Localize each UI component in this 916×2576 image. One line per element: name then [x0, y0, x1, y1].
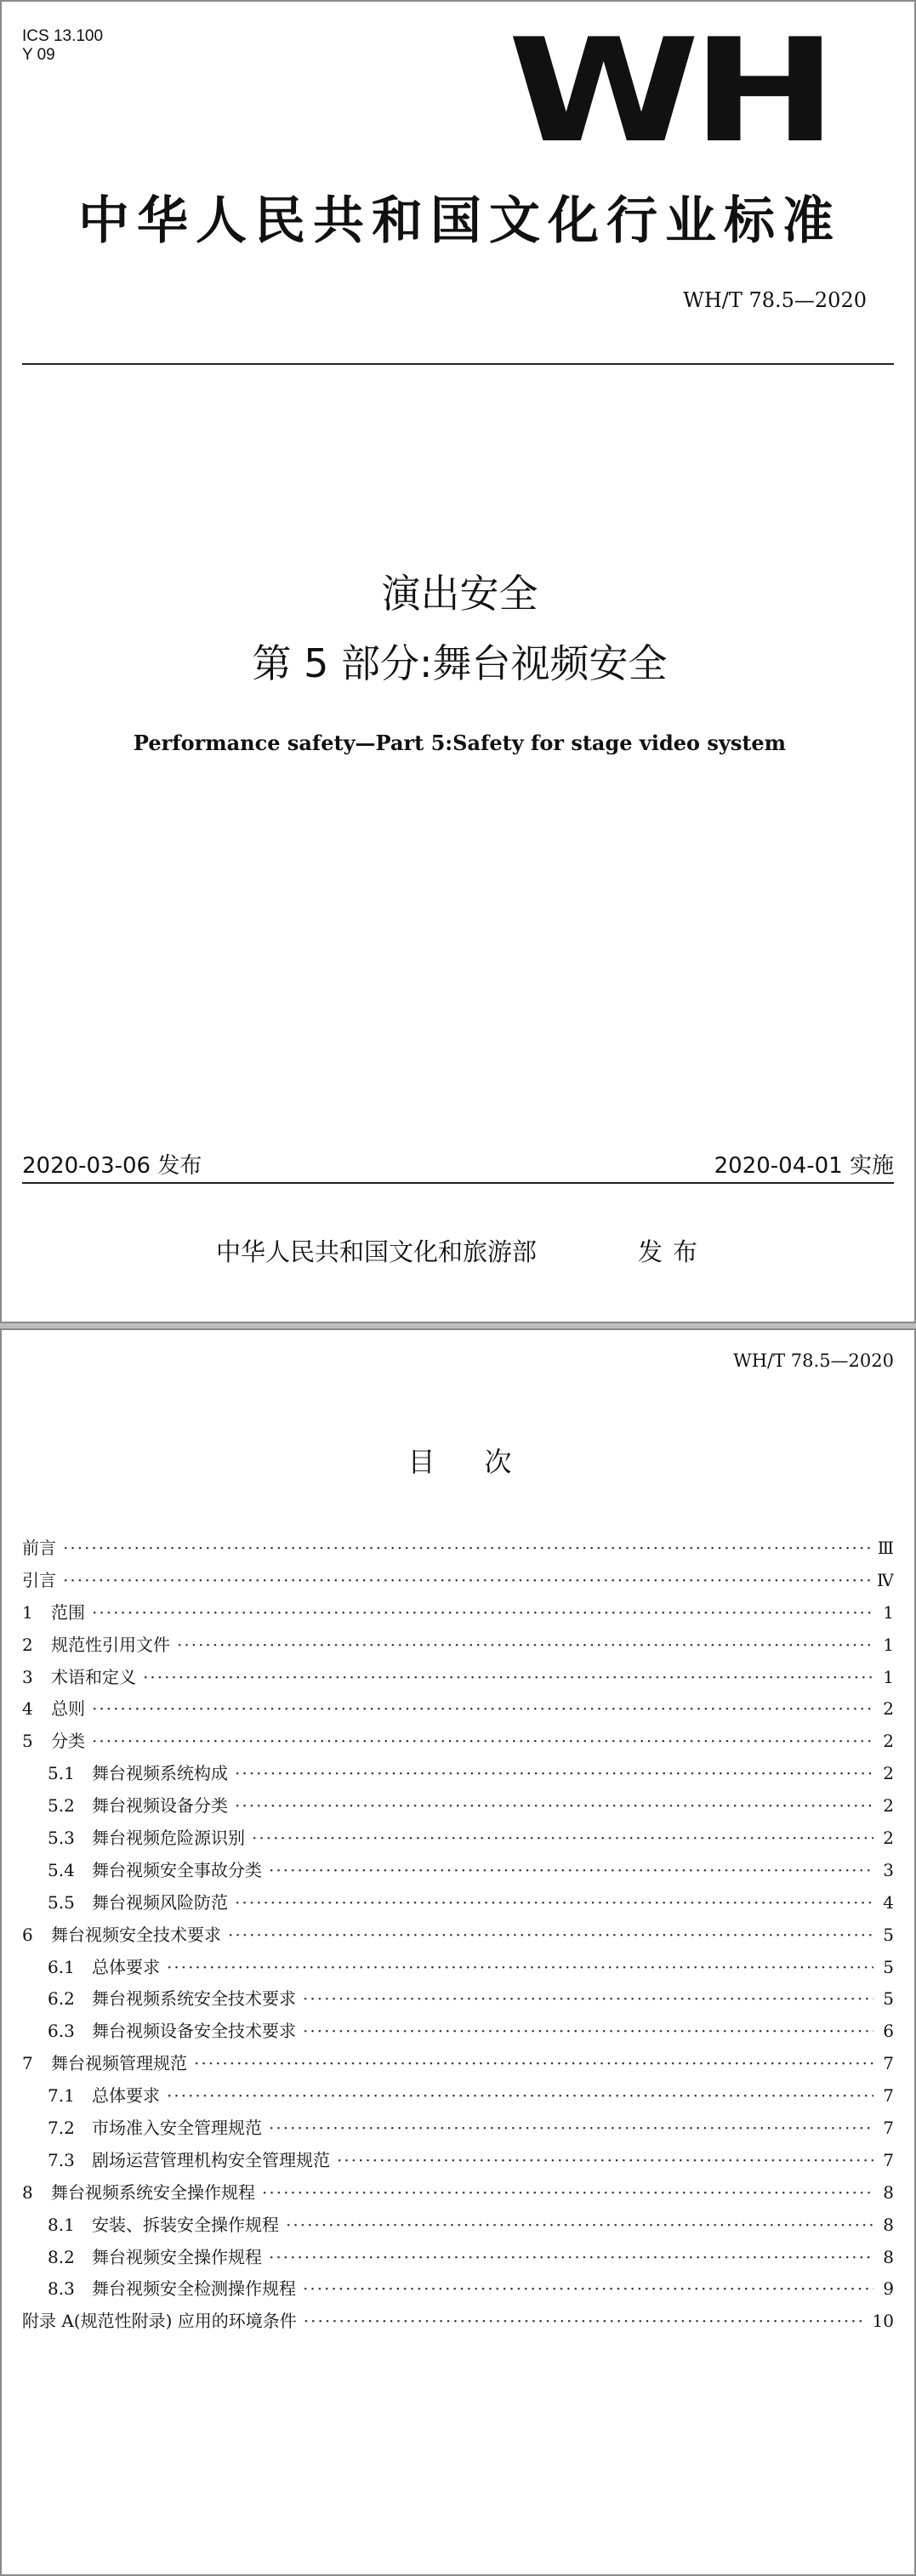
toc-entry[interactable] [22, 1792, 894, 1824]
toc-heading: 目次 [407, 1446, 561, 1478]
toc-entry-number: 7 [22, 2053, 33, 2074]
toc-entry-number: 4 [22, 1698, 33, 1720]
toc-dot-leader [228, 1925, 873, 1945]
toc-entry-page: 7 [883, 2149, 894, 2170]
toc-entry[interactable] [22, 2275, 894, 2307]
toc-entry-page: 5 [883, 1956, 894, 1977]
toc-entry-page: 2 [883, 1731, 894, 1752]
toc-entry-number: 2 [22, 1634, 33, 1655]
toc-dot-leader [63, 1538, 871, 1558]
toc-entry-page: 8 [883, 2181, 894, 2203]
toc-entry-title: 舞台视频设备分类 [92, 1795, 228, 1817]
toc-entry[interactable] [22, 1953, 894, 1986]
toc-entry-title: 剧场运营管理机构安全管理规范 [92, 2149, 330, 2170]
toc-entry-title: 舞台视频管理规范 [51, 2053, 187, 2074]
toc-entry[interactable] [22, 1534, 894, 1567]
toc-dot-leader [167, 1957, 873, 1977]
toc-entry[interactable] [22, 1857, 894, 1889]
standard-number: WH/T 78.5—2020 [683, 288, 867, 312]
toc-entry-title: 舞台视频系统安全技术要求 [92, 1988, 296, 2010]
toc-entry-number: 6 [22, 1924, 33, 1945]
toc-dot-leader [235, 1795, 873, 1816]
toc-entry[interactable] [22, 1889, 894, 1921]
toc-entry-number: 8.2 [48, 2246, 75, 2267]
implementation-date: 2020-04-01 实施 [714, 1153, 894, 1179]
toc-dot-leader [269, 2247, 873, 2267]
publisher-name: 中华人民共和国文化和旅游部 [216, 1237, 538, 1266]
toc-dot-leader [167, 2085, 873, 2106]
toc-entry-number: 7.2 [48, 2118, 75, 2139]
document-title-english: Performance safety—Part 5:Safety for stage video system [133, 731, 787, 755]
toc-entry-number: 5 [22, 1731, 33, 1752]
publisher-verb: 发布 [638, 1237, 708, 1266]
toc-entry-number: 5.3 [48, 1828, 75, 1849]
toc-entry-number: 6.2 [48, 1988, 75, 2010]
industry-standard-title: 中华人民共和国文化行业标准 [78, 191, 841, 251]
toc-entry-page: 2 [883, 1795, 894, 1817]
toc-entry-title: 舞台视频系统安全操作规程 [51, 2181, 255, 2203]
toc-entry-title: 市场准入安全管理规范 [92, 2118, 262, 2139]
toc-dot-leader [303, 1988, 873, 2009]
toc-entry-number: 5.2 [48, 1795, 75, 1817]
toc-entry-page: Ⅳ [877, 1569, 894, 1590]
toc-dot-leader [252, 1828, 873, 1848]
toc-entry-page: 5 [883, 1988, 894, 2010]
toc-entry[interactable] [22, 1727, 894, 1760]
toc-entry-page: 7 [883, 2053, 894, 2074]
toc-dot-leader [63, 1570, 870, 1590]
toc-entry[interactable] [22, 2211, 894, 2243]
toc-entry-title: 术语和定义 [51, 1666, 136, 1687]
wh-logo: WH [507, 8, 829, 174]
top-divider [22, 363, 894, 365]
toc-entry-title: 总体要求 [92, 2085, 160, 2107]
toc-dot-leader [177, 1635, 873, 1655]
toc-dot-leader [235, 1892, 873, 1913]
toc-entry[interactable] [22, 2017, 894, 2050]
toc-entry[interactable] [22, 1567, 894, 1599]
toc-dot-leader [194, 2053, 873, 2073]
toc-entry-page: 5 [883, 1924, 894, 1945]
toc-entry[interactable] [22, 2243, 894, 2276]
toc-entry-page: 8 [883, 2214, 894, 2235]
toc-entry[interactable] [22, 1599, 894, 1631]
toc-entry-page: 2 [883, 1763, 894, 1784]
toc-dot-leader [92, 1731, 873, 1751]
toc-entry[interactable] [22, 1921, 894, 1953]
issue-date: 2020-03-06 发布 [22, 1153, 202, 1179]
toc-entry-title: 舞台视频安全技术要求 [51, 1924, 221, 1945]
toc-entry-number: 6.1 [48, 1956, 75, 1977]
toc-entry[interactable] [22, 1663, 894, 1696]
toc-entry-number: 3 [22, 1666, 33, 1687]
toc-entry-title: 规范性引用文件 [51, 1634, 170, 1655]
toc-dot-leader [286, 2215, 873, 2235]
toc-dot-leader [303, 2021, 873, 2041]
toc-entry-title: 舞台视频安全操作规程 [92, 2246, 262, 2267]
toc-entry-page: 2 [883, 1828, 894, 1849]
toc-entry-title: 舞台视频安全事故分类 [92, 1859, 262, 1880]
toc-entry-number: 6.3 [48, 2021, 75, 2042]
toc-entry[interactable] [22, 2050, 894, 2082]
toc-entry-title: 舞台视频安全检测操作规程 [92, 2278, 296, 2300]
toc-dot-leader [269, 2118, 873, 2138]
toc-entry-number: 7.1 [48, 2085, 75, 2107]
ics-code: ICS 13.100 [22, 27, 104, 45]
toc-entry-page: 2 [883, 1698, 894, 1720]
toc-entry-page: Ⅲ [877, 1538, 894, 1558]
toc-entry-title: 范围 [51, 1601, 85, 1623]
toc-dot-leader [92, 1602, 873, 1623]
toc-entry-title: 引言 [22, 1569, 56, 1590]
toc-entry-number: 8.1 [48, 2214, 75, 2235]
document-title-part: 第 5 部分:舞台视频安全 [252, 640, 668, 686]
toc-entry-number: 8 [22, 2181, 33, 2203]
toc-entry[interactable] [22, 2179, 894, 2211]
toc-entry-page: 7 [883, 2085, 894, 2107]
toc-entry[interactable] [22, 1695, 894, 1727]
toc-entry-title: 附录 A(规范性附录) 应用的环境条件 [22, 2311, 297, 2332]
toc-dot-leader [262, 2182, 873, 2203]
toc-dot-leader [92, 1698, 873, 1719]
toc-entry-number: 5.1 [48, 1763, 75, 1784]
toc-entry[interactable] [22, 2114, 894, 2147]
toc-entry-title: 总则 [51, 1698, 85, 1720]
toc-entry-title: 舞台视频危险源识别 [92, 1828, 245, 1849]
toc-dot-leader [337, 2150, 873, 2170]
toc-entry-page: 9 [883, 2278, 894, 2300]
toc-entry-title: 舞台视频风险防范 [92, 1891, 228, 1913]
toc-entry[interactable] [22, 2082, 894, 2114]
toc-standard-number: WH/T 78.5—2020 [733, 1351, 894, 1371]
toc-entry-page: 4 [883, 1891, 894, 1913]
toc-entry-title: 分类 [51, 1731, 85, 1752]
toc-dot-leader [235, 1763, 873, 1783]
toc-list [22, 1534, 894, 2340]
toc-entry-page: 1 [883, 1634, 894, 1655]
toc-page [0, 1328, 916, 2576]
ccs-code: Y 09 [22, 46, 55, 64]
toc-entry-number: 5.4 [48, 1859, 75, 1880]
document-title-main: 演出安全 [381, 571, 538, 617]
toc-entry-number: 1 [22, 1601, 33, 1623]
toc-entry-page: 8 [883, 2246, 894, 2267]
toc-entry-number: 7.3 [48, 2149, 75, 2170]
toc-entry[interactable] [22, 2307, 894, 2340]
toc-entry[interactable] [22, 1824, 894, 1857]
toc-entry-page: 3 [883, 1859, 894, 1880]
toc-entry-page: 1 [883, 1666, 894, 1687]
toc-entry-number: 8.3 [48, 2278, 75, 2300]
toc-entry[interactable] [22, 2147, 894, 2179]
toc-entry-page: 7 [883, 2118, 894, 2139]
toc-dot-leader [143, 1667, 873, 1687]
toc-entry-page: 1 [883, 1601, 894, 1623]
toc-entry-page: 6 [883, 2021, 894, 2042]
toc-entry[interactable] [22, 1760, 894, 1792]
toc-entry-title: 总体要求 [92, 1956, 160, 1977]
classification-codes [22, 27, 103, 65]
toc-entry-number: 5.5 [48, 1891, 75, 1913]
toc-dot-leader [269, 1860, 873, 1880]
bottom-divider [22, 1182, 894, 1184]
toc-entry-title: 舞台视频系统构成 [92, 1763, 228, 1784]
toc-entry-title: 安装、拆装安全操作规程 [92, 2214, 279, 2235]
toc-entry[interactable] [22, 1631, 894, 1663]
toc-entry[interactable] [22, 1985, 894, 2017]
toc-entry-page: 10 [872, 2311, 894, 2332]
toc-dot-leader [304, 2311, 866, 2331]
toc-entry-title: 舞台视频设备安全技术要求 [92, 2021, 296, 2042]
toc-entry-title: 前言 [22, 1538, 56, 1558]
toc-dot-leader [303, 2278, 873, 2299]
